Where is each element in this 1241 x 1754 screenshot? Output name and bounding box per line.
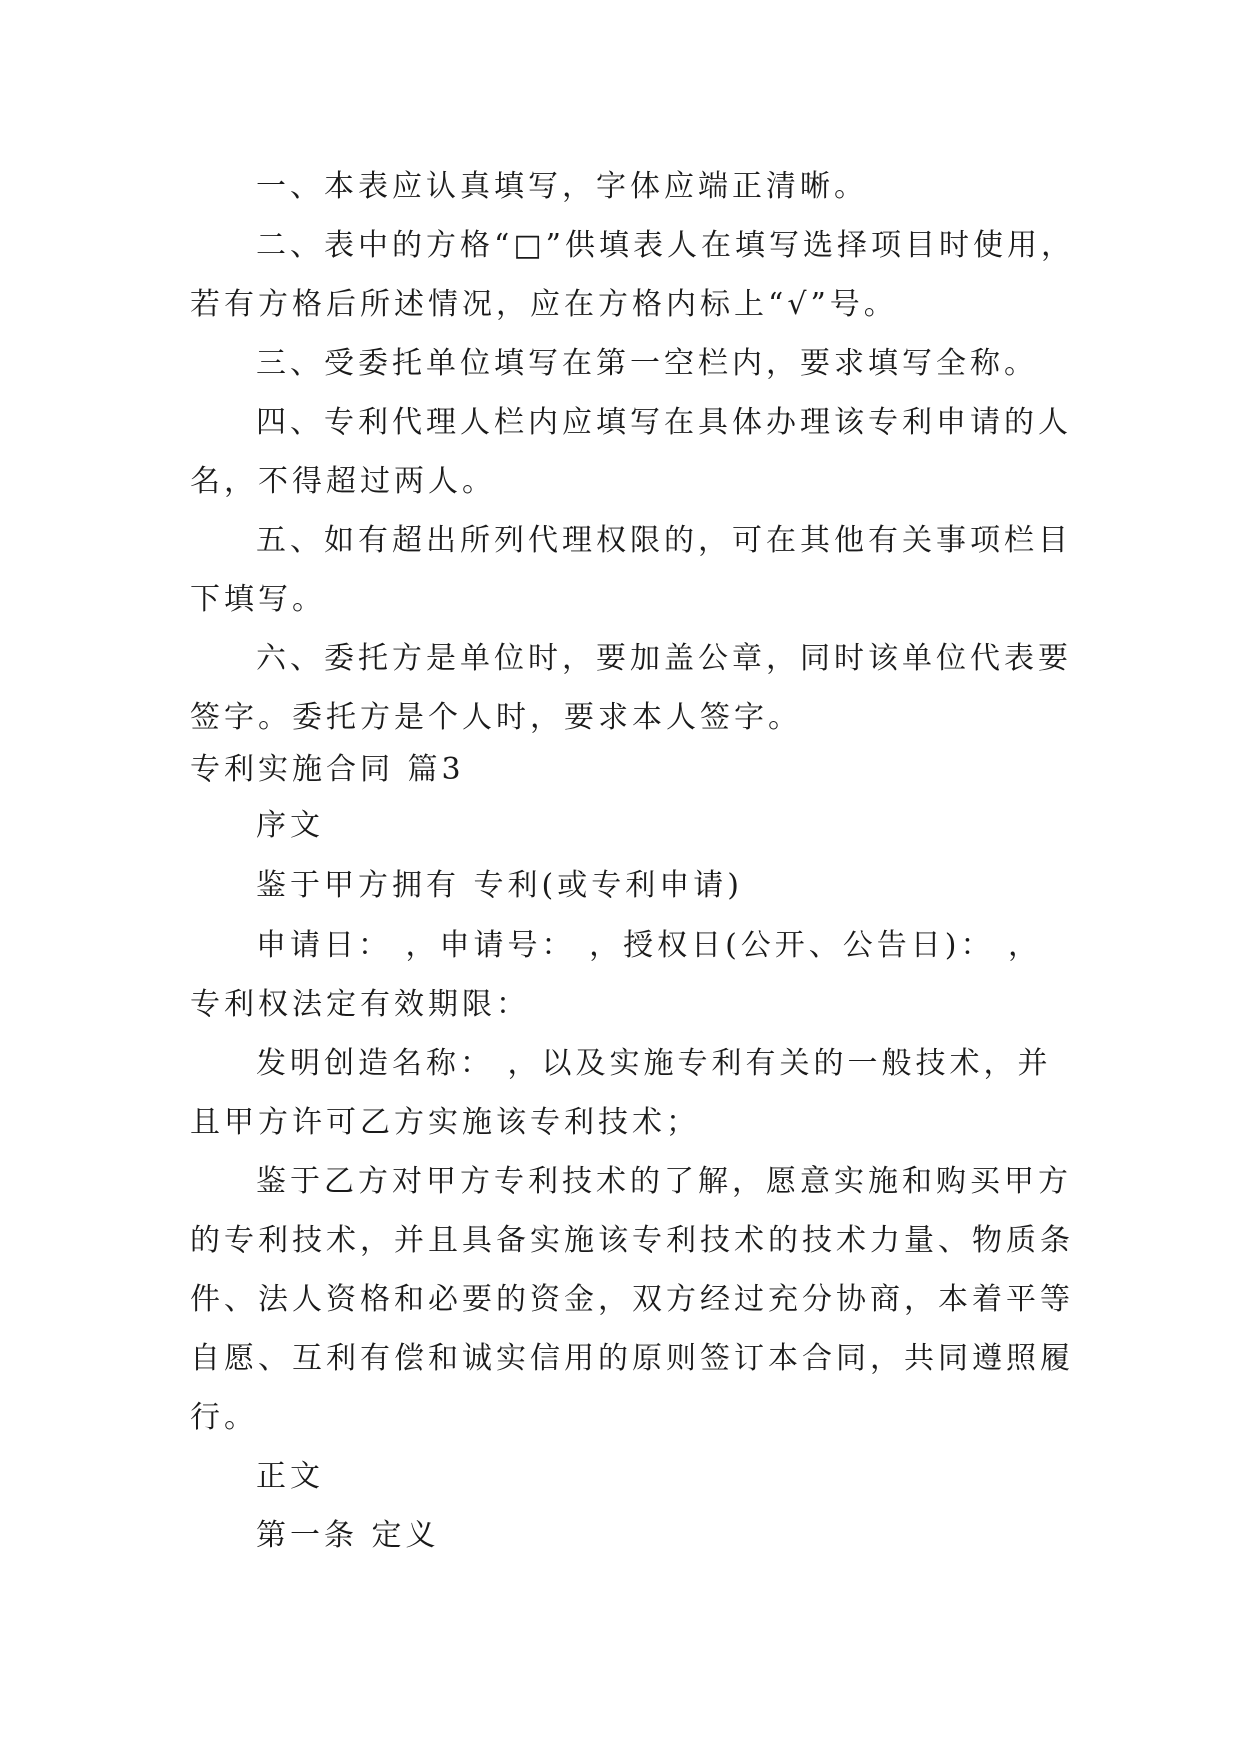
note-5-line-2: 下填写。 xyxy=(190,582,326,617)
note-6-line-1: 六、委托方是单位时，要加盖公章，同时该单位代表要 xyxy=(256,641,1072,676)
preface-heading: 序文 xyxy=(256,808,324,843)
note-5-line-1: 五、如有超出所列代理权限的，可在其他有关事项栏目 xyxy=(256,523,1072,558)
note-4-line-2: 名，不得超过两人。 xyxy=(190,464,496,499)
paragraph-1: 鉴于甲方拥有 专利(或专利申请) xyxy=(256,868,743,903)
paragraph-3-line-1: 发明创造名称： ，以及实施专利有关的一般技术，并 xyxy=(256,1046,1052,1081)
paragraph-2-line-1: 申请日： ，申请号： ，授权日(公开、公告日)： ， xyxy=(256,928,1043,963)
paragraph-2-line-2: 专利权法定有效期限： xyxy=(190,987,530,1022)
paragraph-4-line-2: 的专利技术，并且具备实施该专利技术的技术力量、物质条 xyxy=(190,1223,1074,1258)
note-4-line-1: 四、专利代理人栏内应填写在具体办理该专利申请的人 xyxy=(256,405,1072,440)
paragraph-4-line-5: 行。 xyxy=(190,1400,258,1435)
note-6-line-2: 签字。委托方是个人时，要求本人签字。 xyxy=(190,700,802,735)
paragraph-4-line-1: 鉴于乙方对甲方专利技术的了解，愿意实施和购买甲方 xyxy=(256,1164,1072,1199)
note-2-line-1: 二、表中的方格“□”供填表人在填写选择项目时使用， xyxy=(256,228,1076,263)
article-1-heading: 第一条 定义 xyxy=(256,1518,440,1553)
paragraph-4-line-4: 自愿、互利有偿和诚实信用的原则签订本合同，共同遵照履 xyxy=(190,1341,1074,1376)
paragraph-4-line-3: 件、法人资格和必要的资金，双方经过充分协商，本着平等 xyxy=(190,1282,1074,1317)
note-3: 三、受委托单位填写在第一空栏内，要求填写全称。 xyxy=(256,346,1038,381)
paragraph-3-line-2: 且甲方许可乙方实施该专利技术； xyxy=(190,1105,700,1140)
note-1: 一、本表应认真填写，字体应端正清晰。 xyxy=(256,169,868,204)
body-heading: 正文 xyxy=(256,1459,324,1494)
note-2-line-2: 若有方格后所述情况，应在方格内标上“√”号。 xyxy=(190,287,898,322)
contract-title: 专利实施合同 篇3 xyxy=(190,752,465,787)
